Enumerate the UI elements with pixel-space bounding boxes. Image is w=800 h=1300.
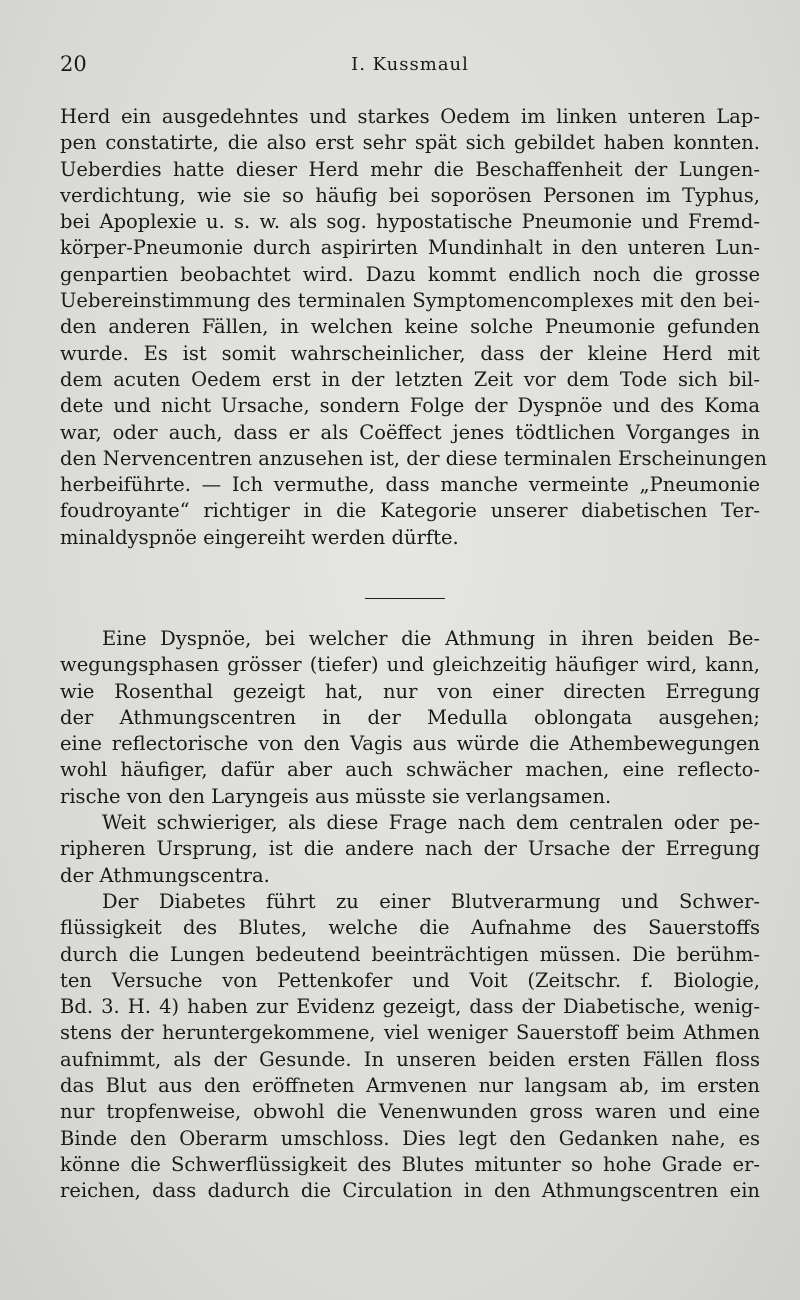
running-head: I. Kussmaul: [351, 54, 469, 75]
text-line: dete und nicht Ursache, sondern Folge der Dyspnöe und des Koma: [60, 394, 760, 418]
paragraph-pneumonia-discussion: [60, 104, 767, 551]
text-line: reichen, dass dadurch die Circulation in den Athmungscentren ein: [60, 1179, 760, 1203]
text-line: pen constatirte, die also erst sehr spät sich gebildet haben konnten.: [60, 131, 760, 155]
paragraph-dyspnoea-mechanism: [60, 626, 760, 1205]
text-line: den Nervencentren anzusehen ist, der diese terminalen Erscheinungen: [60, 446, 767, 470]
text-line: nur tropfenweise, obwohl die Venenwunden gross waren und eine: [60, 1100, 760, 1124]
text-line: Der Diabetes führt zu einer Blutverarmung und Schwer-: [102, 889, 760, 913]
text-line: könne die Schwerflüssigkeit des Blutes mitunter so hohe Grade er-: [60, 1152, 760, 1176]
text-line: ten Versuche von Pettenkofer und Voit (Zeitschr. f. Biologie,: [60, 968, 760, 992]
text-line: Eine Dyspnöe, bei welcher die Athmung in ihren beiden Be-: [102, 627, 760, 650]
text-line: genpartien beobachtet wird. Dazu kommt endlich noch die grosse: [60, 262, 760, 286]
text-line: wie Rosenthal gezeigt hat, nur von einer directen Erregung: [60, 679, 760, 703]
text-line: eine reflectorische von den Vagis aus würde die Athembewegungen: [60, 732, 760, 756]
text-line: dem acuten Oedem erst in der letzten Zeit vor dem Tode sich bil-: [60, 367, 760, 391]
text-line: Binde den Oberarm umschloss. Dies legt den Gedanken nahe, es: [60, 1126, 760, 1150]
text-line: minaldyspnöe eingereiht werden dürfte.: [60, 525, 459, 549]
text-line: bei Apoplexie u. s. w. als sog. hypostatische Pneumonie und Fremd-: [60, 210, 760, 234]
text-line: wohl häufiger, dafür aber auch schwächer machen, eine reflecto-: [60, 758, 760, 782]
text-line: das Blut aus den eröffneten Armvenen nur langsam ab, im ersten: [60, 1074, 760, 1098]
section-divider: [365, 598, 445, 599]
text-line: Ueberdies hatte dieser Herd mehr die Beschaffenheit der Lungen-: [60, 157, 760, 181]
text-line: stens der heruntergekommene, viel weniger Sauerstoff beim Athmen: [60, 1021, 760, 1045]
text-line: aufnimmt, als der Gesunde. In unseren beiden ersten Fällen floss: [60, 1047, 760, 1071]
text-line: herbeiführte. — Ich vermuthe, dass manche vermeinte „Pneumonie: [60, 473, 760, 497]
text-line: flüssigkeit des Blutes, welche die Aufnahme des Sauerstoffs: [60, 916, 760, 940]
text-line: durch die Lungen bedeutend beeinträchtigen müssen. Die berühm-: [60, 942, 760, 966]
page-number: 20: [60, 52, 87, 76]
text-line: Weit schwieriger, als diese Frage nach dem centralen oder pe-: [102, 811, 760, 835]
text-line: den anderen Fällen, in welchen keine solche Pneumonie gefunden: [60, 315, 760, 339]
text-line: foudroyante“ richtiger in die Kategorie unserer diabetischen Ter-: [60, 499, 760, 523]
text-line: Bd. 3. H. 4) haben zur Evidenz gezeigt, dass der Diabetische, wenig-: [60, 995, 760, 1019]
text-line: ripheren Ursprung, ist die andere nach der Ursache der Erregung: [60, 837, 760, 861]
text-line: der Athmungscentren in der Medulla oblongata ausgehen;: [60, 705, 760, 729]
page-header: [60, 52, 760, 82]
text-line: der Athmungscentra.: [60, 863, 270, 887]
text-line: wegungsphasen grösser (tiefer) und gleichzeitig häufiger wird, kann,: [60, 653, 760, 677]
text-line: Herd ein ausgedehntes und starkes Oedem im linken unteren Lap-: [60, 105, 760, 128]
text-line: Uebereinstimmung des terminalen Symptomencomplexes mit den bei-: [60, 289, 760, 313]
text-line: wurde. Es ist somit wahrscheinlicher, dass der kleine Herd mit: [60, 341, 760, 365]
text-line: körper-Pneumonie durch aspirirten Mundinhalt in den unteren Lun-: [60, 236, 760, 260]
text-line: war, oder auch, dass er als Coëffect jenes tödtlichen Vorganges in: [60, 420, 760, 444]
text-line: rische von den Laryngeis aus müsste sie verlangsamen.: [60, 784, 612, 808]
text-line: verdichtung, wie sie so häufig bei soporösen Personen im Typhus,: [60, 183, 760, 207]
